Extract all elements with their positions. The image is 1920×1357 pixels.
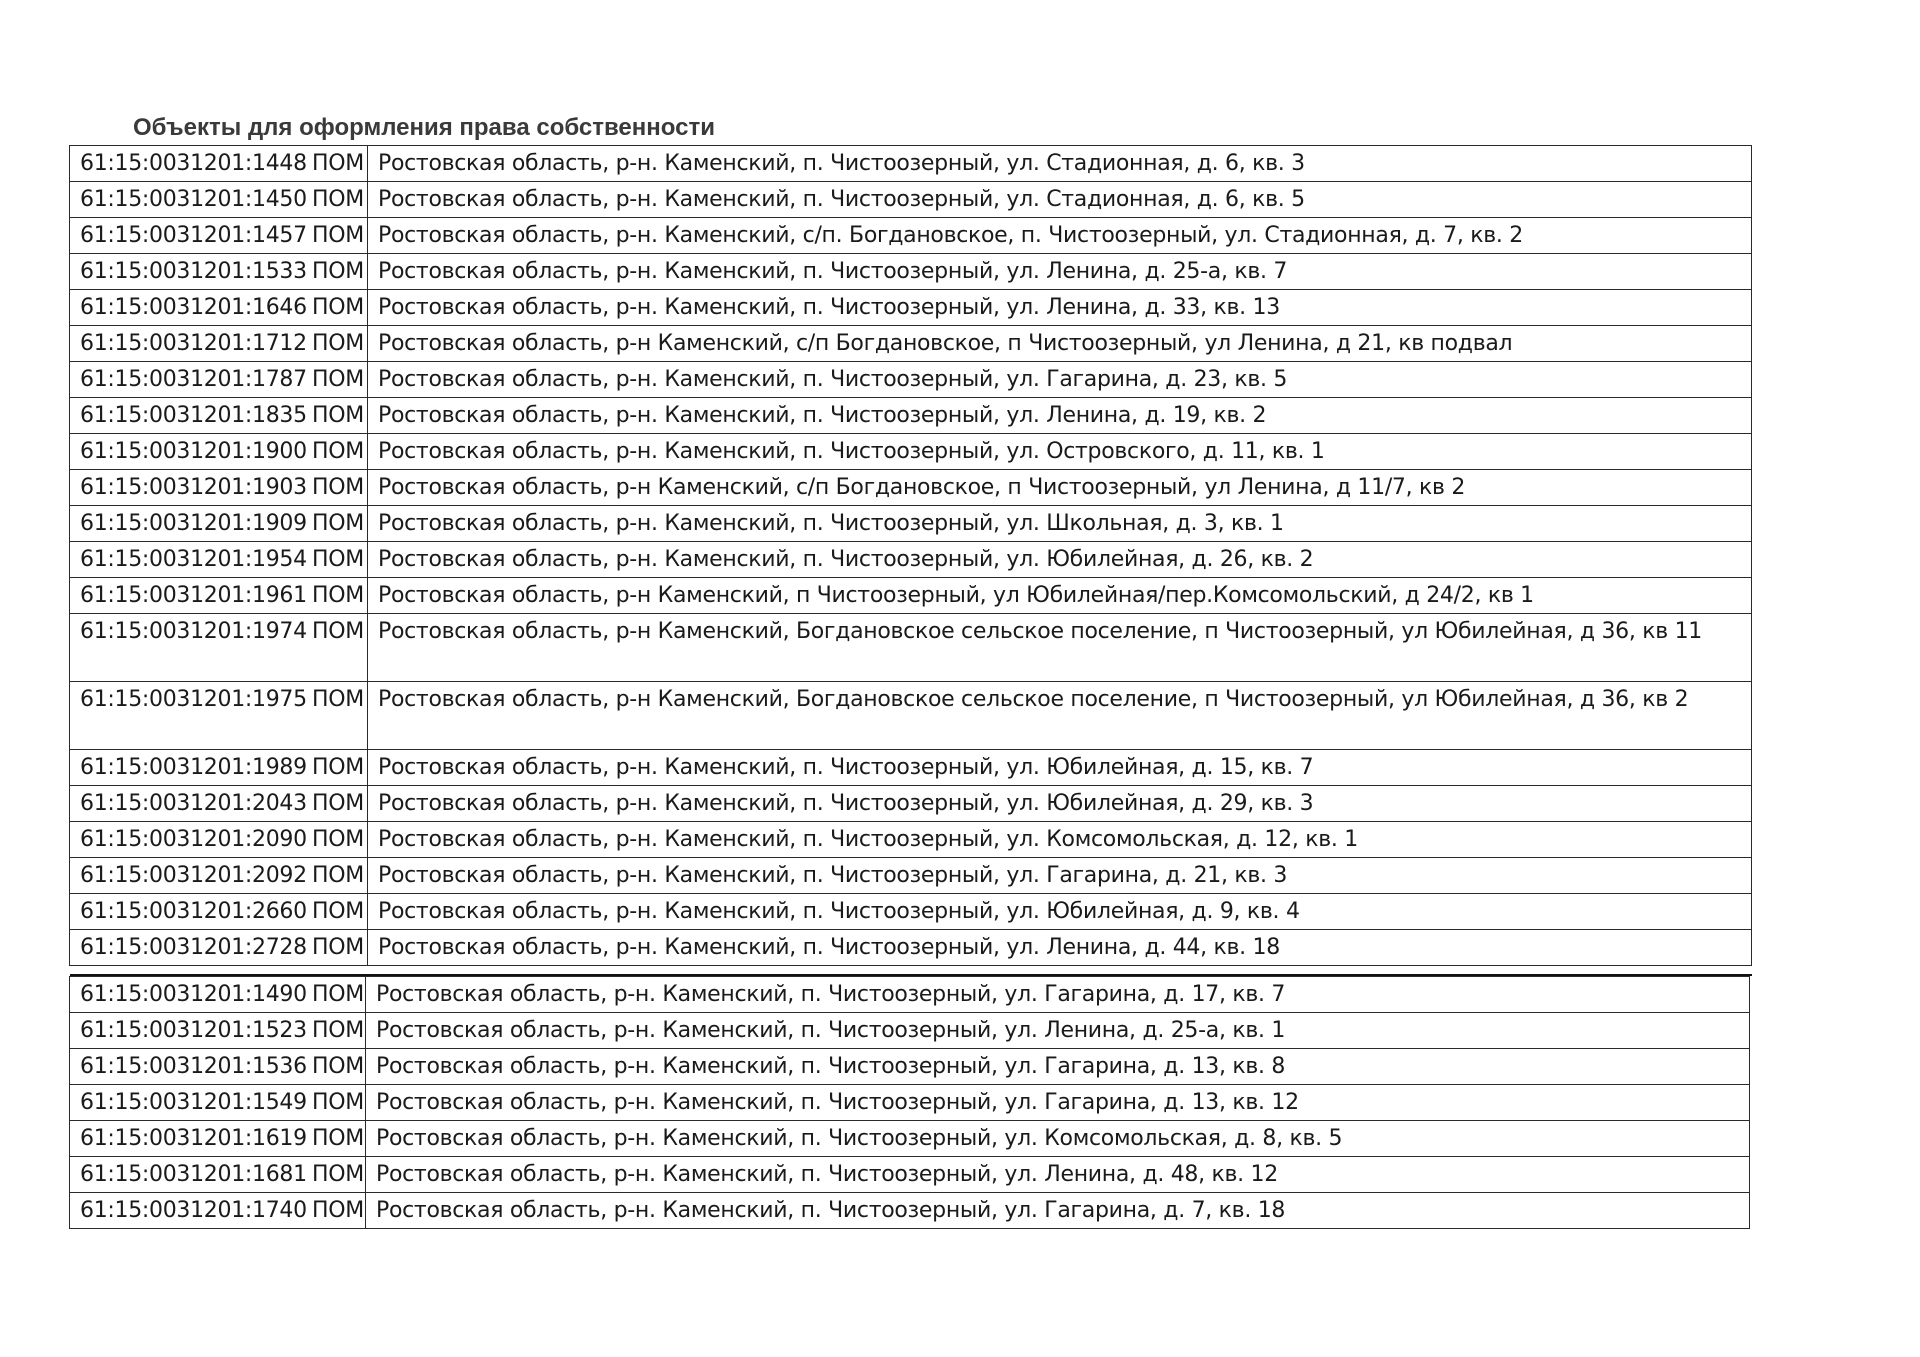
address-cell: Ростовская область, р-н. Каменский, п. Чистоозерный, ул. Юбилейная, д. 29, кв. 3 xyxy=(368,786,1752,822)
table-row xyxy=(70,326,1752,362)
cadastral-cell xyxy=(70,182,368,218)
address-cell: Ростовская область, р-н. Каменский, п. Чистоозерный, ул. Юбилейная, д. 9, кв. 4 xyxy=(368,894,1752,930)
cadastral-cell xyxy=(70,750,368,786)
object-type: ПОМ xyxy=(312,1054,364,1079)
cadastral-number: 61:15:0031201:2043 xyxy=(80,791,307,816)
object-type: ПОМ xyxy=(312,259,364,284)
table-row xyxy=(70,290,1752,326)
table-row xyxy=(70,930,1752,966)
address-cell: Ростовская область, р-н. Каменский, п. Чистоозерный, ул. Юбилейная, д. 26, кв. 2 xyxy=(368,542,1752,578)
object-type: ПОМ xyxy=(312,439,364,464)
object-type: ПОМ xyxy=(312,1090,364,1115)
address-cell: Ростовская область, р-н. Каменский, п. Чистоозерный, ул. Ленина, д. 19, кв. 2 xyxy=(368,398,1752,434)
cadastral-number: 61:15:0031201:1974 xyxy=(80,619,307,644)
cadastral-number: 61:15:0031201:1787 xyxy=(80,367,307,392)
address-cell: Ростовская область, р-н. Каменский, п. Чистоозерный, ул. Ленина, д. 48, кв. 12 xyxy=(366,1157,1750,1193)
address-cell: Ростовская область, р-н. Каменский, п. Чистоозерный, ул. Юбилейная, д. 15, кв. 7 xyxy=(368,750,1752,786)
address-cell: Ростовская область, р-н. Каменский, п. Чистоозерный, ул. Стадионная, д. 6, кв. 5 xyxy=(368,182,1752,218)
table-row xyxy=(70,506,1752,542)
cadastral-cell xyxy=(70,434,368,470)
cadastral-number: 61:15:0031201:1490 xyxy=(80,982,307,1007)
object-type: ПОМ xyxy=(312,619,364,644)
cadastral-number: 61:15:0031201:1900 xyxy=(80,439,307,464)
object-type: ПОМ xyxy=(312,151,364,176)
cadastral-cell xyxy=(70,930,368,966)
object-type: ПОМ xyxy=(312,187,364,212)
cadastral-cell xyxy=(70,398,368,434)
object-type: ПОМ xyxy=(312,687,364,712)
cadastral-cell xyxy=(70,977,366,1013)
object-type: ПОМ xyxy=(312,791,364,816)
object-type: ПОМ xyxy=(312,331,364,356)
table-row xyxy=(70,362,1752,398)
table-row xyxy=(70,1193,1750,1229)
cadastral-number: 61:15:0031201:2660 xyxy=(80,899,307,924)
object-type: ПОМ xyxy=(312,475,364,500)
address-cell: Ростовская область, р-н Каменский, Богдановское сельское поселение, п Чистоозерный, ул Юбилейная, д 36, кв 11 xyxy=(368,614,1752,682)
table-row xyxy=(70,614,1752,682)
table-row xyxy=(70,977,1750,1013)
address-cell: Ростовская область, р-н. Каменский, п. Чистоозерный, ул. Стадионная, д. 6, кв. 3 xyxy=(368,146,1752,182)
cadastral-number: 61:15:0031201:1533 xyxy=(80,259,307,284)
cadastral-number: 61:15:0031201:1536 xyxy=(80,1054,307,1079)
table-row xyxy=(70,858,1752,894)
cadastral-number: 61:15:0031201:2090 xyxy=(80,827,307,852)
cadastral-cell xyxy=(70,1013,366,1049)
table-row xyxy=(70,578,1752,614)
table-row xyxy=(70,682,1752,750)
address-cell: Ростовская область, р-н. Каменский, п. Чистоозерный, ул. Ленина, д. 44, кв. 18 xyxy=(368,930,1752,966)
object-type: ПОМ xyxy=(312,367,364,392)
object-type: ПОМ xyxy=(312,583,364,608)
cadastral-cell xyxy=(70,146,368,182)
cadastral-cell xyxy=(70,1193,366,1229)
object-type: ПОМ xyxy=(312,403,364,428)
cadastral-cell xyxy=(70,1049,366,1085)
cadastral-number: 61:15:0031201:1457 xyxy=(80,223,307,248)
table-row xyxy=(70,1085,1750,1121)
cadastral-number: 61:15:0031201:1961 xyxy=(80,583,307,608)
address-cell: Ростовская область, р-н. Каменский, п. Чистоозерный, ул. Ленина, д. 25-а, кв. 1 xyxy=(366,1013,1750,1049)
cadastral-cell xyxy=(70,614,368,682)
cadastral-cell xyxy=(70,1085,366,1121)
address-cell: Ростовская область, р-н. Каменский, п. Чистоозерный, ул. Гагарина, д. 17, кв. 7 xyxy=(366,977,1750,1013)
objects-table-main xyxy=(69,145,1752,966)
cadastral-cell xyxy=(70,254,368,290)
cadastral-cell xyxy=(70,822,368,858)
table-row xyxy=(70,1157,1750,1193)
address-cell: Ростовская область, р-н. Каменский, п. Чистоозерный, ул. Островского, д. 11, кв. 1 xyxy=(368,434,1752,470)
table-row xyxy=(70,254,1752,290)
table-row xyxy=(70,1049,1750,1085)
table-row xyxy=(70,398,1752,434)
cadastral-number: 61:15:0031201:1448 xyxy=(80,151,307,176)
cadastral-cell xyxy=(70,578,368,614)
table-row xyxy=(70,434,1752,470)
object-type: ПОМ xyxy=(312,511,364,536)
object-type: ПОМ xyxy=(312,1162,364,1187)
document-title: Объекты для оформления права собственности xyxy=(133,114,715,141)
cadastral-cell xyxy=(70,290,368,326)
address-cell: Ростовская область, р-н. Каменский, п. Чистоозерный, ул. Ленина, д. 33, кв. 13 xyxy=(368,290,1752,326)
cadastral-number: 61:15:0031201:1903 xyxy=(80,475,307,500)
address-cell: Ростовская область, р-н. Каменский, п. Чистоозерный, ул. Комсомольская, д. 8, кв. 5 xyxy=(366,1121,1750,1157)
address-cell: Ростовская область, р-н. Каменский, п. Чистоозерный, ул. Гагарина, д. 23, кв. 5 xyxy=(368,362,1752,398)
cadastral-cell xyxy=(70,506,368,542)
address-cell: Ростовская область, р-н. Каменский, п. Чистоозерный, ул. Ленина, д. 25-а, кв. 7 xyxy=(368,254,1752,290)
cadastral-number: 61:15:0031201:1681 xyxy=(80,1162,307,1187)
object-type: ПОМ xyxy=(312,1198,364,1223)
cadastral-number: 61:15:0031201:1835 xyxy=(80,403,307,428)
table-row xyxy=(70,182,1752,218)
cadastral-cell xyxy=(70,1121,366,1157)
table-row xyxy=(70,786,1752,822)
object-type: ПОМ xyxy=(312,755,364,780)
object-type: ПОМ xyxy=(312,547,364,572)
table-row xyxy=(70,218,1752,254)
object-type: ПОМ xyxy=(312,1126,364,1151)
cadastral-number: 61:15:0031201:1954 xyxy=(80,547,307,572)
cadastral-cell xyxy=(70,542,368,578)
table-row xyxy=(70,470,1752,506)
address-cell: Ростовская область, р-н. Каменский, п. Чистоозерный, ул. Школьная, д. 3, кв. 1 xyxy=(368,506,1752,542)
address-cell: Ростовская область, р-н. Каменский, п. Чистоозерный, ул. Гагарина, д. 21, кв. 3 xyxy=(368,858,1752,894)
cadastral-cell xyxy=(70,682,368,750)
cadastral-cell xyxy=(70,858,368,894)
table-row xyxy=(70,542,1752,578)
address-cell: Ростовская область, р-н Каменский, Богдановское сельское поселение, п Чистоозерный, ул Юбилейная, д 36, кв 2 xyxy=(368,682,1752,750)
cadastral-number: 61:15:0031201:2728 xyxy=(80,935,307,960)
cadastral-cell xyxy=(70,218,368,254)
objects-table-additional xyxy=(69,976,1750,1229)
address-cell: Ростовская область, р-н. Каменский, п. Чистоозерный, ул. Гагарина, д. 7, кв. 18 xyxy=(366,1193,1750,1229)
cadastral-number: 61:15:0031201:1549 xyxy=(80,1090,307,1115)
cadastral-number: 61:15:0031201:1975 xyxy=(80,687,307,712)
cadastral-number: 61:15:0031201:1712 xyxy=(80,331,307,356)
address-cell: Ростовская область, р-н. Каменский, п. Чистоозерный, ул. Гагарина, д. 13, кв. 12 xyxy=(366,1085,1750,1121)
object-type: ПОМ xyxy=(312,1018,364,1043)
table-row xyxy=(70,146,1752,182)
table-row xyxy=(70,750,1752,786)
cadastral-cell xyxy=(70,362,368,398)
cadastral-cell xyxy=(70,1157,366,1193)
cadastral-number: 61:15:0031201:1523 xyxy=(80,1018,307,1043)
table-row xyxy=(70,1013,1750,1049)
object-type: ПОМ xyxy=(312,935,364,960)
objects-table-main-body xyxy=(70,146,1752,966)
object-type: ПОМ xyxy=(312,899,364,924)
address-cell: Ростовская область, р-н. Каменский, п. Чистоозерный, ул. Гагарина, д. 13, кв. 8 xyxy=(366,1049,1750,1085)
object-type: ПОМ xyxy=(312,863,364,888)
cadastral-number: 61:15:0031201:1909 xyxy=(80,511,307,536)
cadastral-number: 61:15:0031201:1450 xyxy=(80,187,307,212)
cadastral-cell xyxy=(70,326,368,362)
table-row xyxy=(70,1121,1750,1157)
object-type: ПОМ xyxy=(312,827,364,852)
cadastral-cell xyxy=(70,894,368,930)
address-cell: Ростовская область, р-н. Каменский, с/п. Богдановское, п. Чистоозерный, ул. Стадионная, д. 7, кв. 2 xyxy=(368,218,1752,254)
cadastral-number: 61:15:0031201:2092 xyxy=(80,863,307,888)
cadastral-number: 61:15:0031201:1619 xyxy=(80,1126,307,1151)
table-row xyxy=(70,822,1752,858)
object-type: ПОМ xyxy=(312,295,364,320)
cadastral-number: 61:15:0031201:1646 xyxy=(80,295,307,320)
table-row xyxy=(70,894,1752,930)
object-type: ПОМ xyxy=(312,982,364,1007)
cadastral-cell xyxy=(70,470,368,506)
address-cell: Ростовская область, р-н Каменский, с/п Богдановское, п Чистоозерный, ул Ленина, д 21, кв подвал xyxy=(368,326,1752,362)
cadastral-number: 61:15:0031201:1740 xyxy=(80,1198,307,1223)
address-cell: Ростовская область, р-н Каменский, п Чистоозерный, ул Юбилейная/пер.Комсомольский, д 24/2, кв 1 xyxy=(368,578,1752,614)
cadastral-number: 61:15:0031201:1989 xyxy=(80,755,307,780)
address-cell: Ростовская область, р-н. Каменский, п. Чистоозерный, ул. Комсомольская, д. 12, кв. 1 xyxy=(368,822,1752,858)
objects-table-additional-body xyxy=(70,977,1750,1229)
address-cell: Ростовская область, р-н Каменский, с/п Богдановское, п Чистоозерный, ул Ленина, д 11/7, кв 2 xyxy=(368,470,1752,506)
cadastral-cell xyxy=(70,786,368,822)
object-type: ПОМ xyxy=(312,223,364,248)
